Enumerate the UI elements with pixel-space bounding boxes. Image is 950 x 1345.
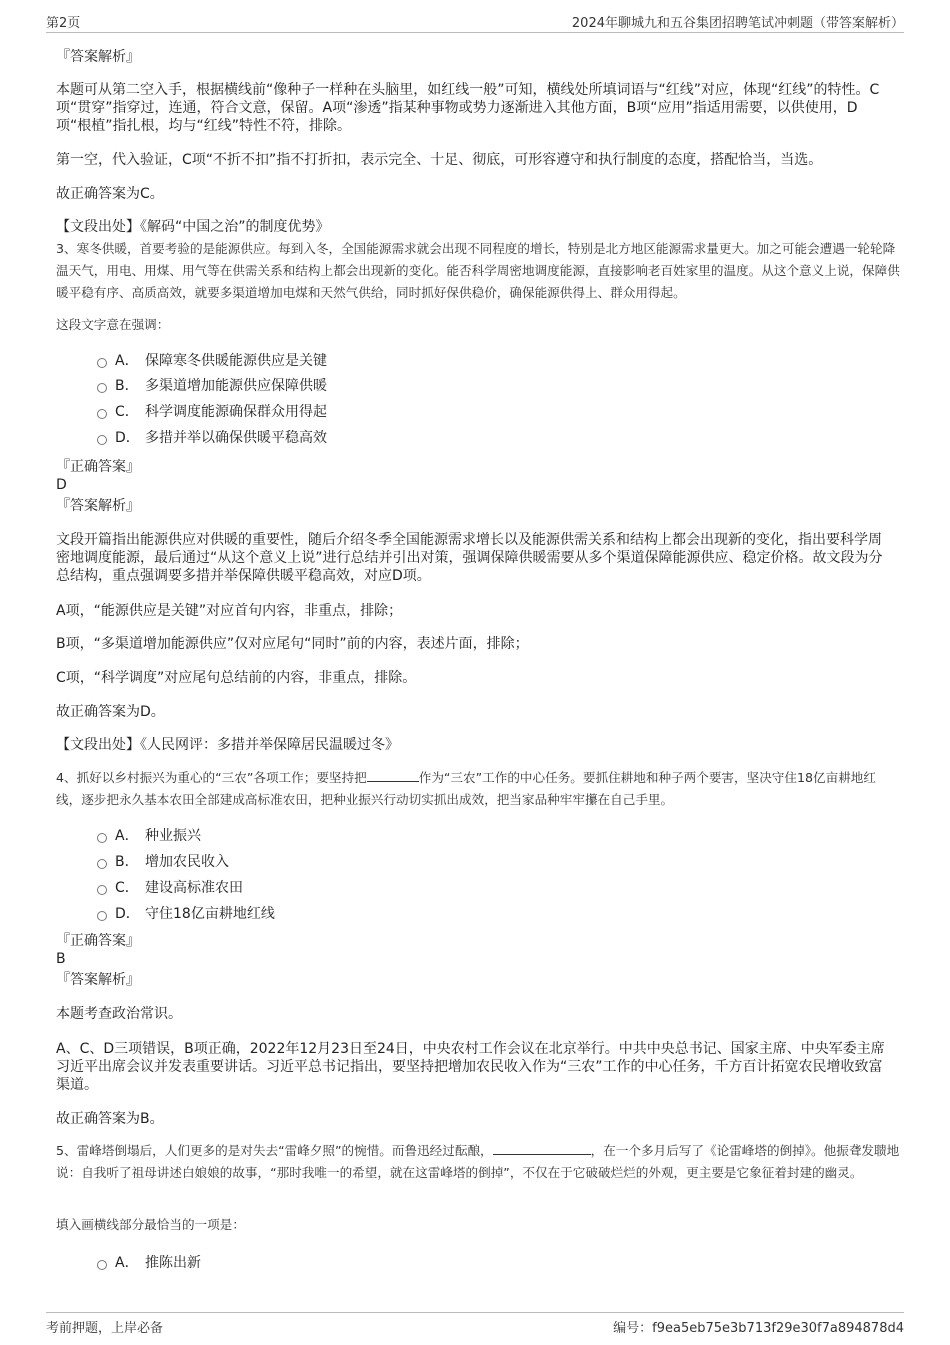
q3-analysis-label: 『答案解析』	[56, 498, 140, 514]
radio-icon[interactable]	[97, 859, 107, 869]
q2-analysis-label: 『答案解析』	[56, 49, 140, 65]
q4-analysis-p2: A、C、D三项错误，B项正确，2022年12月23日至24日，中央农村工作会议在北京举行。中共中央总书记、国家主席、中央军委主席习近平出席会议并发表重要讲话。习近平总书记指出，要坚持把增加农民收入作为“三农”工作的中心任务，千方百计拓宽农民增收致富渠道。	[56, 1041, 885, 1093]
radio-icon[interactable]	[97, 911, 107, 921]
q4-blank	[367, 767, 419, 782]
radio-icon[interactable]	[97, 885, 107, 895]
q2-analysis-p1: 本题可从第二空入手，根据横线前“像种子一样种在头脑里，如红线一般”可知，横线处所填词语与“红线”对应，体现“红线”的特性。C项“贯穿”指穿过，连通，符合文意，保留。A项“渗透”指某种事物或势力逐渐进入其他方面，B项“应用”指适用需要，以供使用，D项“根植”指扎根，均与“红线”特性不符，排除。	[56, 82, 880, 134]
q4-analysis-conclusion: 故正确答案为B。	[56, 1111, 164, 1127]
q4-analysis-label: 『答案解析』	[56, 972, 140, 988]
q4-option-b[interactable]: B． 增加农民收入	[97, 853, 229, 871]
radio-icon[interactable]	[97, 1260, 107, 1270]
q3-answer: D	[56, 477, 67, 493]
q3-source: 【文段出处】《人民网评：多措并举保障居民温暖过冬》	[56, 737, 399, 753]
q3-answer-label: 『正确答案』	[56, 459, 140, 475]
q5-option-a[interactable]: A． 推陈出新	[97, 1254, 201, 1272]
q4-answer-label: 『正确答案』	[56, 933, 140, 949]
radio-icon[interactable]	[97, 358, 107, 368]
q3-analysis-p4: C项，“科学调度”对应尾句总结前的内容，非重点，排除。	[56, 670, 417, 686]
q5-stem: 5、雷峰塔倒塌后，人们更多的是对失去“雷峰夕照”的惋惜。而鲁迅经过酝酿， ，在一个多月后写了《论雷峰塔的倒掉》。他振聋发聩地说：自我听了祖母讲述白娘娘的故事，“那时我唯一的希望，就在这雷峰塔的倒掉”，不仅在于它破破烂烂的外观，更主要是它象征着封建的幽灵。	[56, 1140, 901, 1184]
radio-icon[interactable]	[97, 435, 107, 445]
q3-analysis-p1: 文段开篇指出能源供应对供暖的重要性，随后介绍冬季全国能源需求增长以及能源供需关系和结构上都会出现新的变化，指出要科学周密地调度能源，最后通过“从这个意义上说”进行总结并引出对策，强调保障供暖需要从多个渠道保障能源供应、稳定价格。故文段为分总结构，重点强调要多措并举保障供暖平稳高效，对应D项。	[56, 532, 883, 584]
q5-prompt: 填入画横线部分最恰当的一项是：	[56, 1217, 245, 1232]
radio-icon[interactable]	[97, 383, 107, 393]
q4-option-d[interactable]: D． 守住18亿亩耕地红线	[97, 905, 275, 923]
radio-icon[interactable]	[97, 833, 107, 843]
q4-stem: 4、抓好以乡村振兴为重心的“三农”各项工作；要坚持把 作为“三农”工作的中心任务。要抓住耕地和种子两个要害，坚决守住18亿亩耕地红线，逐步把永久基本农田全部建成高标准农田，把种业振兴行动切实抓出成效，把当家品种牢牢攥在自己手里。	[56, 767, 901, 811]
page-number: 第2页	[46, 16, 81, 31]
q2-analysis-p2: 第一空，代入验证，C项“不折不扣”指不打折扣，表示完全、十足、彻底，可形容遵守和执行制度的态度，搭配恰当，当选。	[56, 152, 823, 168]
q4-option-c[interactable]: C． 建设高标准农田	[97, 879, 243, 897]
q4-answer: B	[56, 951, 66, 967]
q3-option-c[interactable]: C． 科学调度能源确保群众用得起	[97, 403, 327, 421]
q3-option-a[interactable]: A． 保障寒冬供暖能源供应是关键	[97, 352, 327, 370]
q2-analysis-conclusion: 故正确答案为C。	[56, 186, 164, 202]
page-footer	[46, 1312, 904, 1337]
q4-analysis-p1: 本题考查政治常识。	[56, 1006, 182, 1022]
q3-analysis-p3: B项，“多渠道增加能源供应”仅对应尾句“同时”前的内容，表述片面，排除；	[56, 636, 529, 652]
footer-slogan: 考前押题，上岸必备	[46, 1321, 164, 1336]
q3-analysis-conclusion: 故正确答案为D。	[56, 704, 165, 720]
q5-blank	[493, 1140, 591, 1155]
document-title: 2024年聊城九和五谷集团招聘笔试冲刺题（带答案解析）	[571, 16, 904, 31]
q3-option-d[interactable]: D． 多措并举以确保供暖平稳高效	[97, 429, 327, 447]
q3-stem: 3、寒冬供暖，首要考验的是能源供应。每到入冬，全国能源需求就会出现不同程度的增长，特别是北方地区能源需求量更大。加之可能会遭遇一轮轮降温天气，用电、用煤、用气等在供需关系和结构上都会出现新的变化。能否科学周密地调度能源，直接影响老百姓家里的温度。从这个意义上说，保障供暖平稳有序、高质高效，就要多渠道增加电煤和天然气供给，同时抓好保供稳价，确保能源供得上、群众用得起。	[56, 241, 900, 300]
page-header	[46, 8, 904, 33]
q3-option-b[interactable]: B． 多渠道增加能源供应保障供暖	[97, 377, 327, 395]
q3-prompt: 这段文字意在强调：	[56, 317, 170, 332]
q2-source: 【文段出处】《解码“中国之治”的制度优势》	[56, 219, 330, 235]
document-id: 编号：f9ea5eb75e3b713f29e30f7a894878d4	[613, 1321, 904, 1336]
q3-analysis-p2: A项，“能源供应是关键”对应首句内容，非重点，排除；	[56, 603, 403, 619]
q4-option-a[interactable]: A． 种业振兴	[97, 827, 201, 845]
radio-icon[interactable]	[97, 409, 107, 419]
